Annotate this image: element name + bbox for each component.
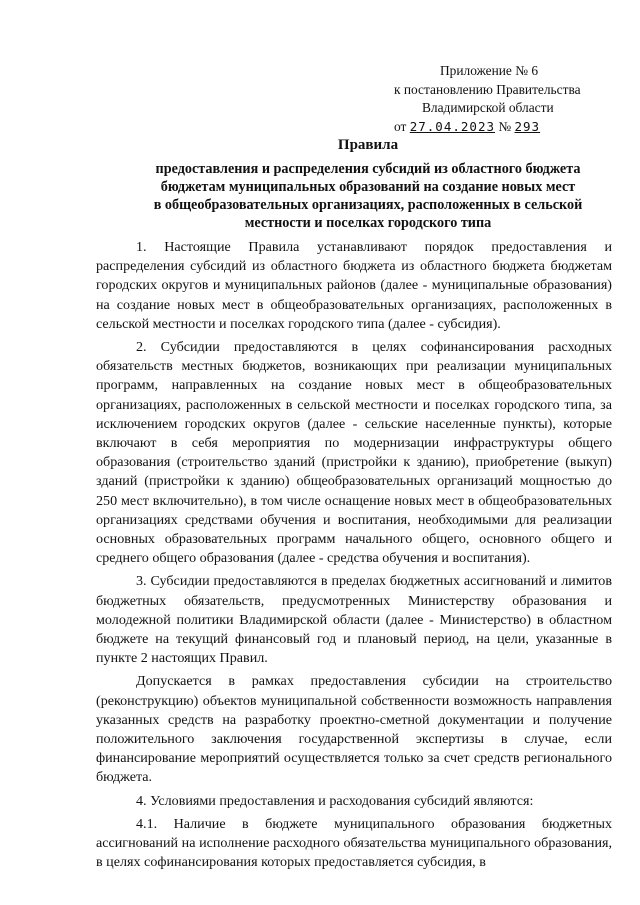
resolution-date: 27.04.2023 (409, 118, 495, 134)
appendix-resolution: к постановлению Правительства (394, 81, 581, 97)
appendix-title: Приложение № 6 (440, 63, 539, 78)
date-prefix: от (394, 118, 407, 134)
title-line-4: местности и поселках городского типа (244, 215, 492, 231)
paragraph-1: 1. Настоящие Правила устанавливают порядок предоставления и распределения субсидий из областного бюджета из областного бюджета бюджетам городских округов и муниципальных районов (далее - муниципальные образования) на создание новых мест в общеобразовательных организациях, расположенных в сельской местности и поселках городского типа (далее - субсидия). (96, 239, 612, 332)
title-main: Правила (337, 137, 399, 153)
document-title (128, 136, 608, 232)
document-body (96, 238, 612, 873)
paragraph-4-1: 4.1. Наличие в бюджете муниципального образования бюджетных ассигнований на исполнение расходного обязательства муниципального образования, в целях софинансирования которых предоставляется субсидия, в (96, 815, 612, 871)
title-line-2: бюджетам муниципальных образований на создание новых мест (160, 179, 576, 195)
appendix-date-line (394, 118, 624, 137)
resolution-number: 293 (514, 118, 541, 134)
appendix-block (394, 62, 624, 136)
paragraph-4: 4. Условиями предоставления и расходования субсидий являются: (136, 792, 534, 809)
number-prefix: № (498, 118, 512, 134)
appendix-region: Владимирской области (422, 100, 554, 115)
title-line-1: предоставления и распределения субсидий из областного бюджета (155, 161, 581, 177)
paragraph-2: 2. Субсидии предоставляются в целях софинансирования расходных обязательств местных бюджетов, возникающих при реализации муниципальных программ, направленных на создание новых мест в общеобразовательных организациях, расположенных в сельской местности и поселках городского типа, за исключением городских округов (далее - сельские населенные пункты), которые включают в себя мероприятия по модернизации инфраструктуры общего образования (строительство зданий (пристройки к зданию), приобретение (выкуп) зданий (пристройки к зданию) общеобразовательных организаций мощностью до 250 мест включительно), в том числе оснащение новых мест в общеобразовательных организациях средствами обучения и воспитания, необходимыми для реализации основных образовательных программ начального общего, основного общего и среднего общего образования (далее - средства обучения и воспитания). (96, 339, 612, 567)
paragraph-3: 3. Субсидии предоставляются в пределах бюджетных ассигнований и лимитов бюджетных обязательств, предусмотренных Министерству образования и молодежной политики Владимирской области (далее - Министерство) в областном бюджете на текущий финансовый год и плановый период, на цели, указанные в пункте 2 настоящих Правил. (96, 573, 612, 667)
paragraph-3-continued: Допускается в рамках предоставления субсидии на строительство (реконструкцию) объектов муниципальной собственности возможность направления указанных средств на разработку проектно-сметной документации и получение положительного заключения государственной экспертизы в случае, если финансирование мероприятий осуществляется только за счет средств регионального бюджета. (96, 673, 612, 786)
title-line-3: в общеобразовательных организациях, расположенных в сельской (153, 197, 583, 213)
